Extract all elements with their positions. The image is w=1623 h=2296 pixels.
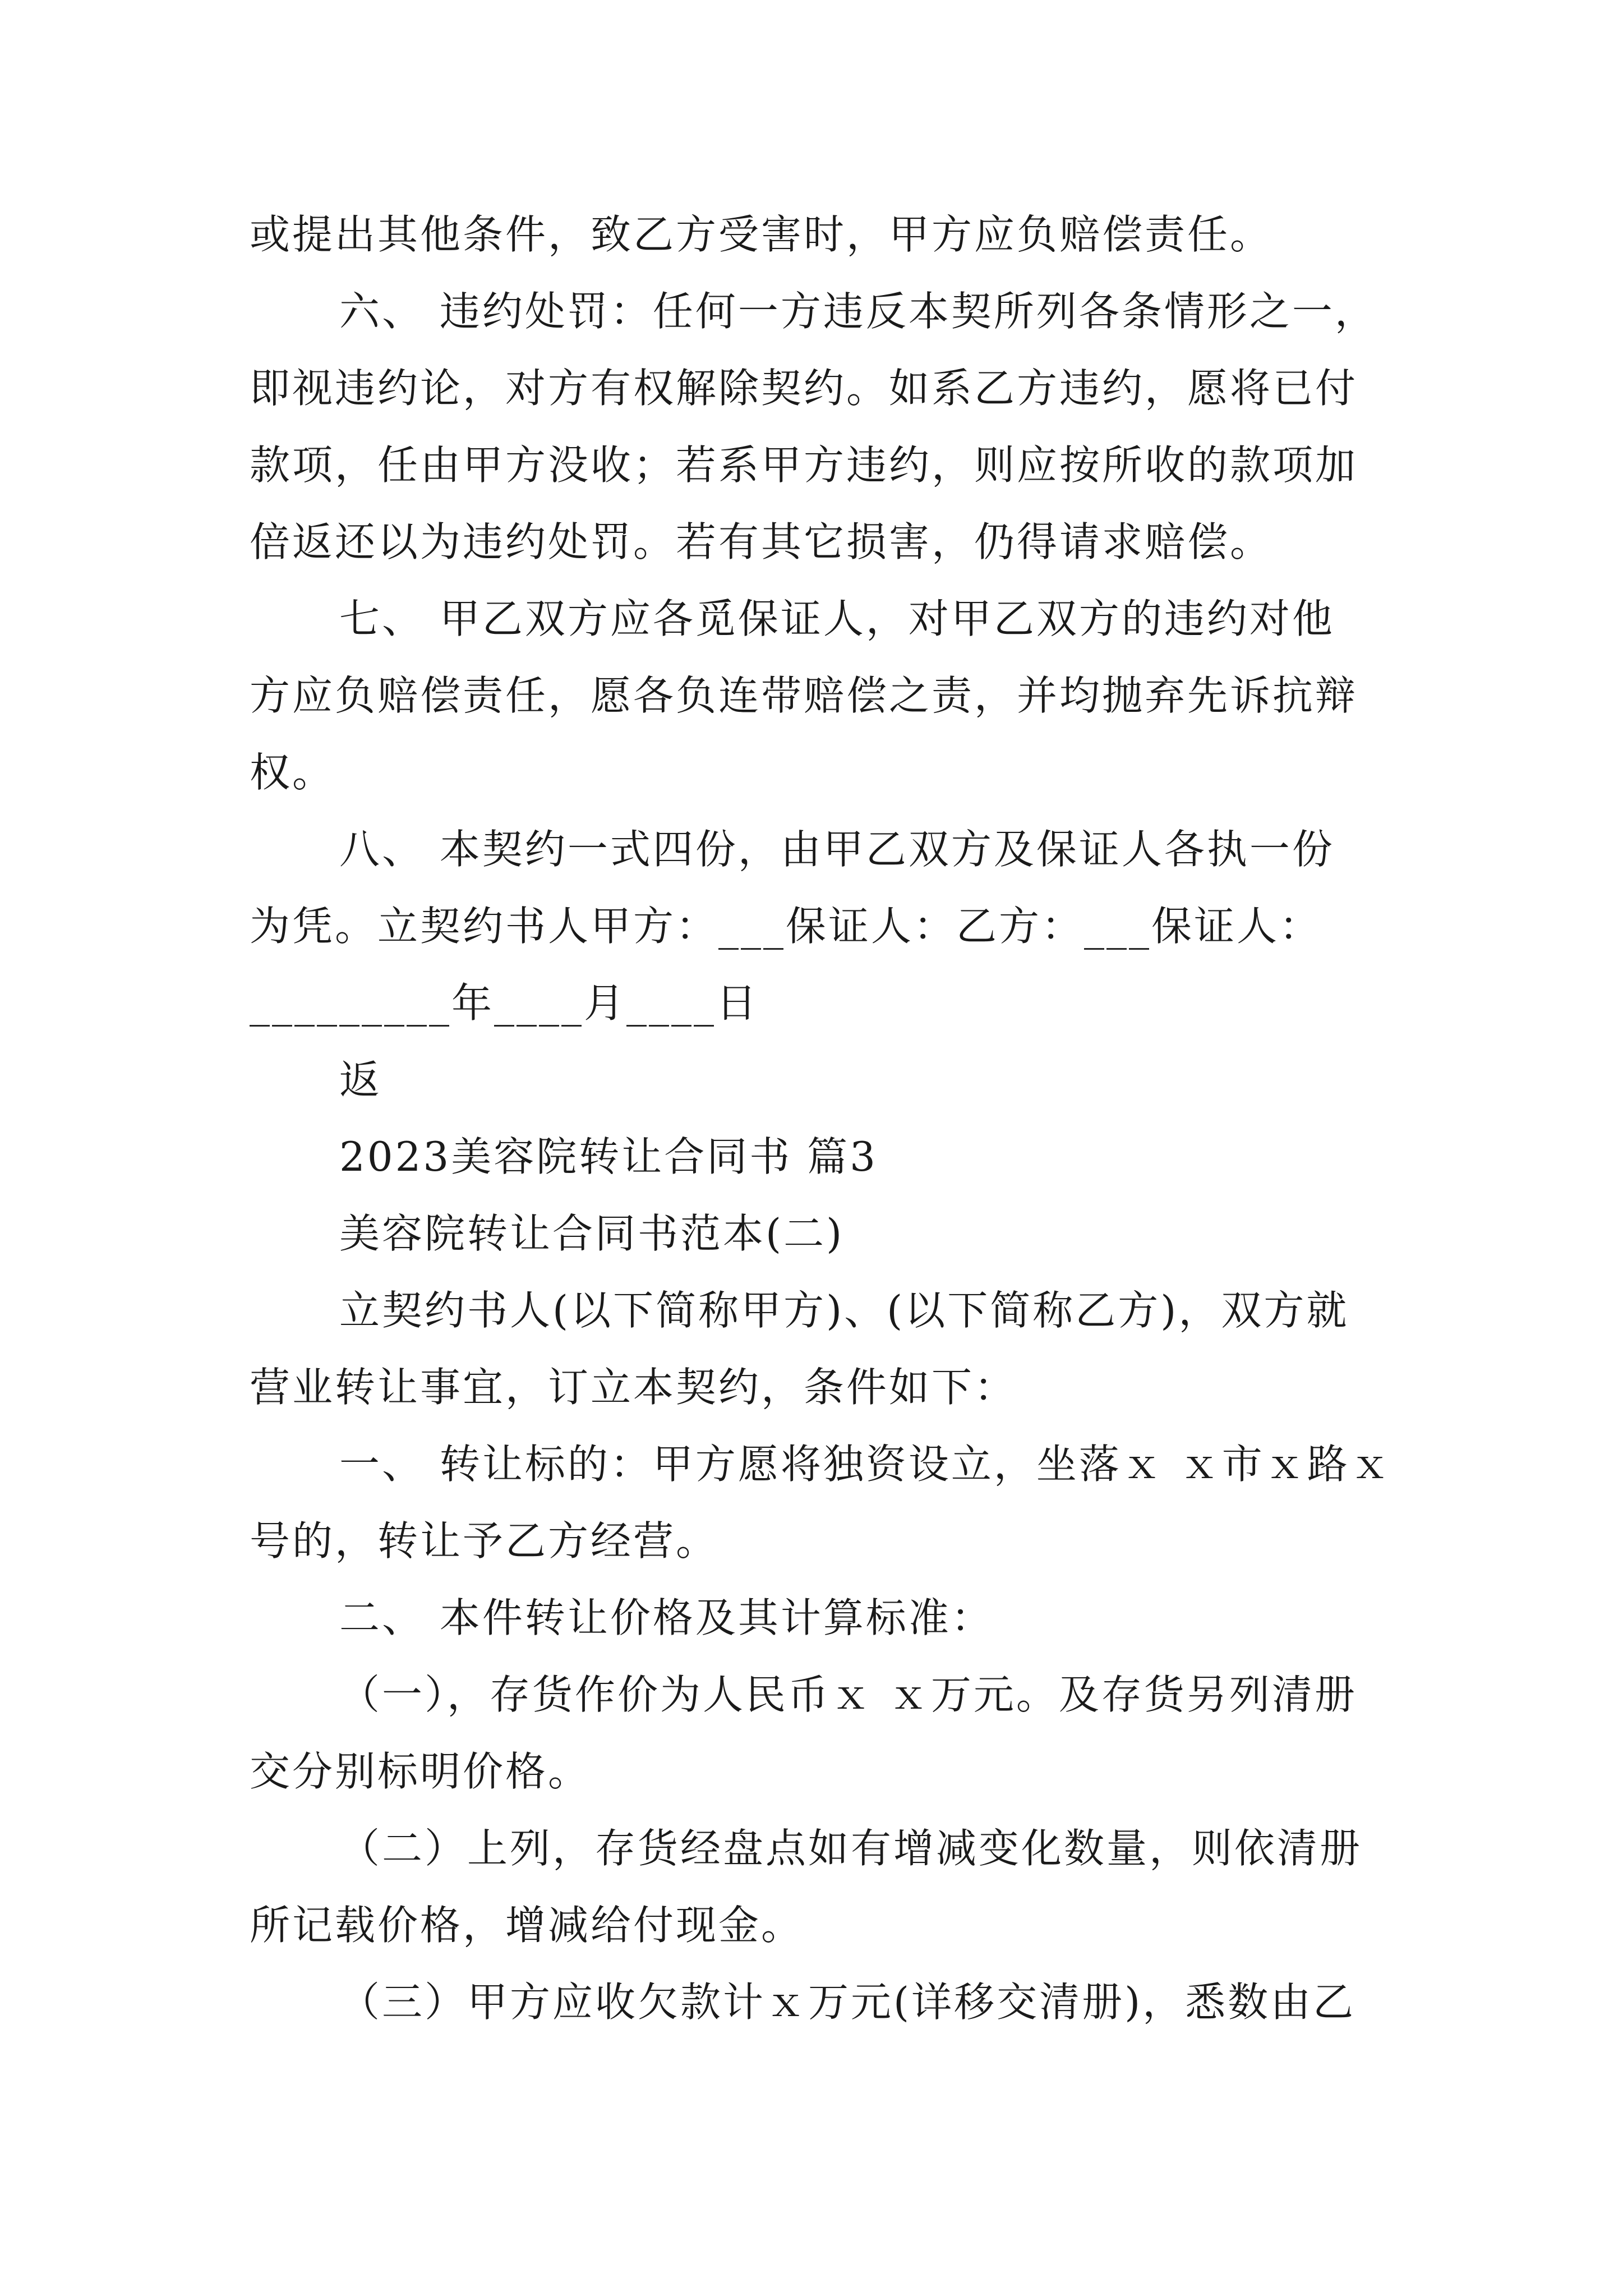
subclause-one-line: （一），存货作价为人民币ｘ ｘ万元。及存货另列清册 (339, 1671, 1357, 1718)
clause-seven-line: 七、 甲乙双方应各觅保证人，对甲乙双方的违约对他 (339, 595, 1335, 642)
text-line: 号的，转让予乙方经营。 (250, 1517, 719, 1565)
subclause-two-line: （二）上列，存货经盘点如有增减变化数量，则依清册 (339, 1825, 1363, 1872)
clause-six-line: 六、 违约处罚：任何一方违反本契所列各条情形之一， (339, 288, 1377, 335)
clause-one-line: 一、 转让标的：甲方愿将独资设立，坐落ｘ ｘ市ｘ路ｘ (339, 1441, 1393, 1488)
clause-eight-line: 八、 本契约一式四份，由甲乙双方及保证人各执一份 (339, 826, 1335, 873)
text-line: 即视违约论，对方有权解除契约。如系乙方违约，愿将已付 (250, 365, 1358, 412)
text-line: 或提出其他条件，致乙方受害时，甲方应负赔偿责任。 (250, 211, 1273, 258)
intro-line: 立契约书人(以下简称甲方)、(以下简称乙方)，双方就 (339, 1287, 1349, 1334)
document-subtitle: 美容院转让合同书范本(二) (339, 1210, 845, 1257)
document-body (250, 196, 1394, 2041)
return-link[interactable]: 返 (339, 1056, 382, 1103)
section-heading: 2023美容院转让合同书 篇3 (339, 1133, 878, 1180)
text-line: 交分别标明价格。 (250, 1748, 591, 1795)
clause-two-line: 二、 本件转让价格及其计算标准： (339, 1594, 994, 1641)
text-line: 方应负赔偿责任，愿各负连带赔偿之责，并均抛弃先诉抗辩 (250, 672, 1358, 719)
date-line: _________年____月____日 (250, 979, 759, 1027)
text-line: 倍返还以为违约处罚。若有其它损害，仍得请求赔偿。 (250, 518, 1273, 565)
text-line: 权。 (250, 749, 335, 796)
text-line: 所记载价格，增减给付现金。 (250, 1902, 804, 1949)
text-line: 款项，任由甲方没收；若系甲方违约，则应按所收的款项加 (250, 441, 1358, 489)
subclause-three-line: （三）甲方应收欠款计ｘ万元(详移交清册)，悉数由乙 (339, 1978, 1356, 2026)
text-line: 营业转让事宜，订立本契约，条件如下： (250, 1364, 1017, 1411)
signature-line: 为凭。立契约书人甲方：___保证人：乙方：___保证人： (250, 903, 1322, 950)
